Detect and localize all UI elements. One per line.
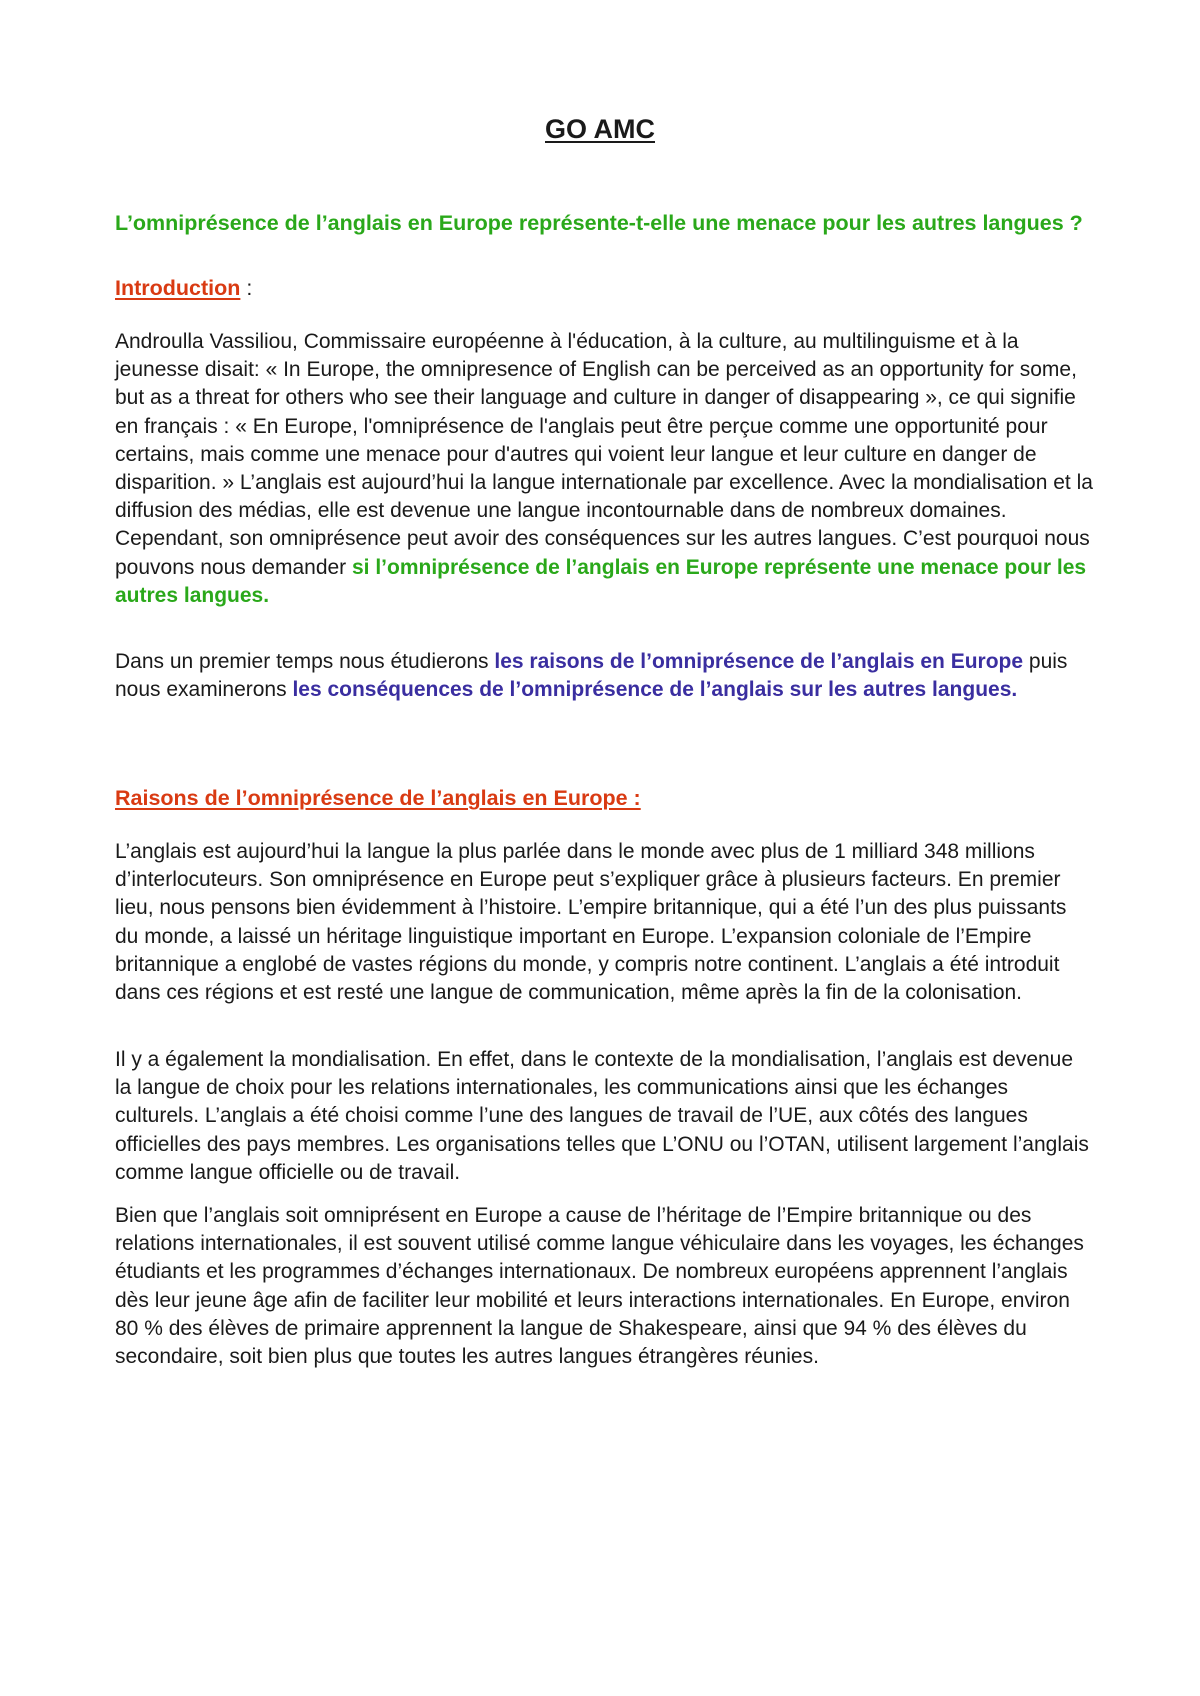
intro-plan-part-2: les conséquences de l’omniprésence de l’anglais sur les autres langues. [292,678,1018,702]
intro-plan-part-1: les raisons de l’omniprésence de l’anglais en Europe [494,650,1024,673]
intro-heading-label: Introduction [115,276,241,300]
section1-heading-label: Raisons de l’omniprésence de l’anglais en Europe : [115,786,641,810]
section1-heading [115,784,641,812]
intro-plan-text-a: Dans un premier temps nous étudierons [115,650,495,673]
intro-paragraph-1 [115,328,1095,610]
problem-question: L’omniprésence de l’anglais en Europe représente-t-elle une menace pour les autres langues ? [115,211,1083,235]
document-title: GO AMC [545,114,655,144]
section1-paragraph: Il y a également la mondialisation. En effet, dans le contexte de la mondialisation, l’anglais est devenue la langue de choix pour les relations internationales, les communications ainsi que les échanges culturels. L’anglais a été choisi comme l’une des langues de travail de l’UE, aux côtés des langues officielles des pays membres. Les organisations telles que L’ONU ou l’OTAN, utilisent largement l’anglais comme langue officielle ou de travail. [115,1048,1089,1184]
intro-paragraph-1-text: Androulla Vassiliou, Commissaire européenne à l'éducation, à la culture, au multilinguisme et à la jeunesse disait: « In Europe, the omnipresence of English can be perceived as an opportunity for some, but as a threat for others who see their language and culture in danger of disappearing », ce qui signifie en français : « En Europe, l'omniprésence de l'anglais peut être perçue comme une opportunité pour certains, mais comme une menace pour d'autres qui voient leur langue et leur culture en danger de disparition. » L’anglais est aujourd’hui la langue internationale par excellence. Avec la mondialisation et la diffusion des médias, elle est devenue une langue incontournable dans de nombreux domaines. Cependant, son omniprésence peut avoir des conséquences sur les autres langues. C’est pourquoi nous pouvons nous demander [115,330,1093,579]
intro-heading [115,274,252,302]
section1-paragraph: L’anglais est aujourd’hui la langue la plus parlée dans le monde avec plus de 1 milliard 348 millions d’interlocuteurs. Son omniprésence en Europe peut s’expliquer grâce à plusieurs facteurs. En premier lieu, nous pensons bien évidemment à l’histoire. L’empire britannique, qui a été l’un des plus puissants du monde, a laissé un héritage linguistique important en Europe. L’expansion coloniale de l’Empire britannique a englobé de vastes régions du monde, y compris notre continent. L’anglais a été introduit dans ces régions et est resté une langue de communication, même après la fin de la colonisation. [115,840,1067,1005]
intro-heading-colon: : [240,276,253,300]
intro-paragraph-2 [115,648,1095,704]
intro-problem-statement: si l’omniprésence de l’anglais en Europe représente une menace pour les autres langues. [115,555,1087,607]
section1-paragraph: Bien que l’anglais soit omniprésent en Europe a cause de l’héritage de l’Empire britannique ou des relations internationales, il est souvent utilisé comme langue véhiculaire dans les voyages, les échanges étudiants et les programmes d’échanges internationaux. De nombreux européens apprennent l’anglais dès leur jeune âge afin de faciliter leur mobilité et leurs interactions internationales. En Europe, environ 80 % des élèves de primaire apprennent la langue de Shakespeare, ainsi que 94 % des élèves du secondaire, soit bien plus que toutes les autres langues étrangères réunies. [115,1204,1084,1369]
intro-plan-text-b: puis nous examinerons [115,650,1068,702]
